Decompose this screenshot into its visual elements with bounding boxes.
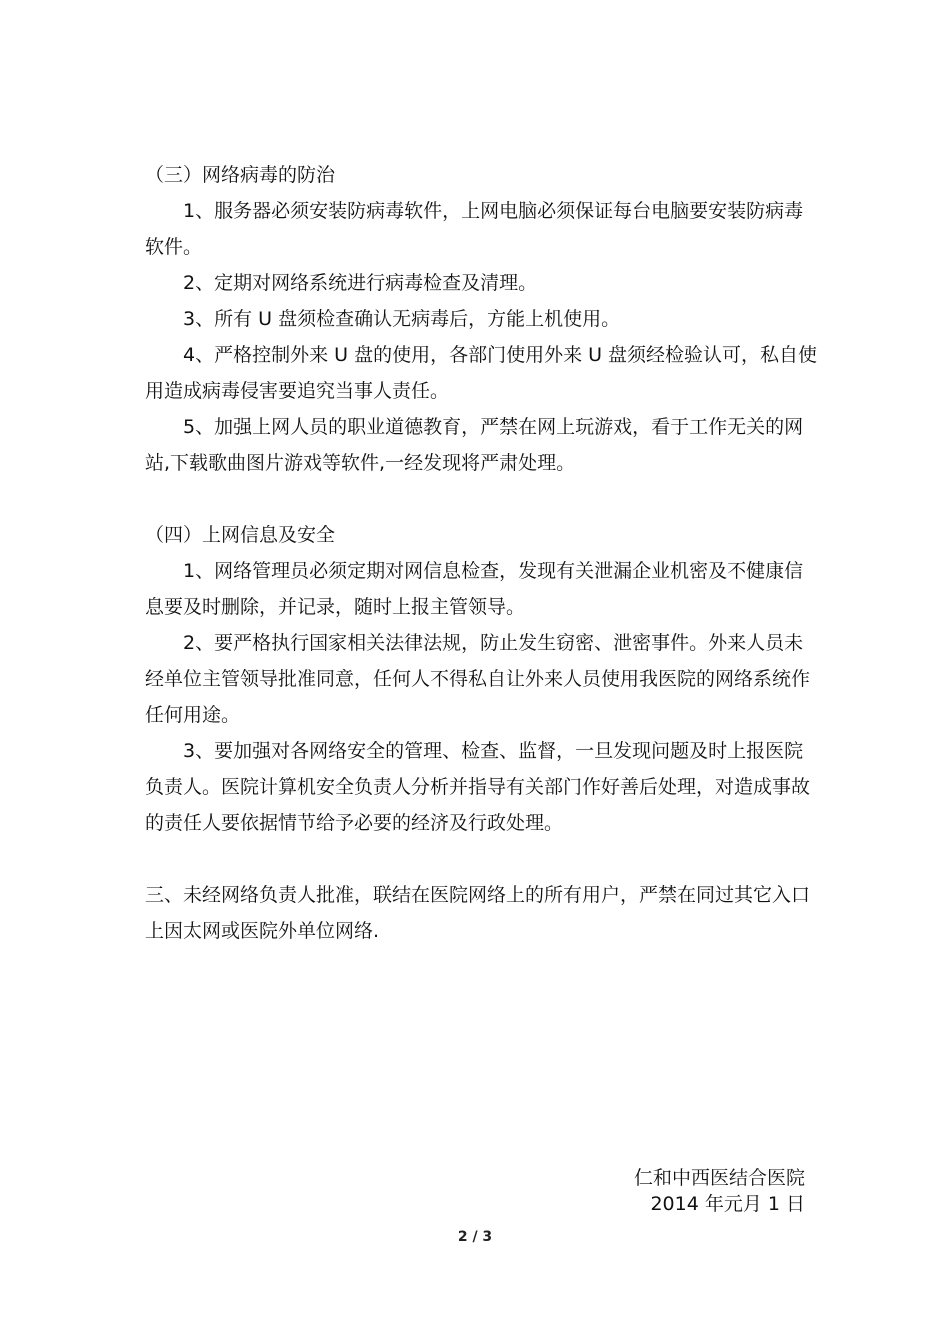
signature-date: 2014 年元月 1 日 [650, 1193, 805, 1215]
list-item: 3、所有 U 盘须检查确认无病毒后，方能上机使用。 [183, 308, 621, 330]
list-item: 1、服务器必须安装防病毒软件，上网电脑必须保证每台电脑要安装防病毒软件。 [145, 200, 804, 258]
list-item: 1、网络管理员必须定期对网信息检查，发现有关泄漏企业机密及不健康信息要及时删除，并记录，随时上报主管领导。 [145, 560, 804, 618]
paragraph-spacer [145, 841, 820, 877]
list-item: 3、要加强对各网络安全的管理、检查、监督，一旦发现问题及时上报医院负责人。医院计算机安全负责人分析并指导有关部门作好善后处理，对造成事故的责任人要依据情节给予必要的经济及行政处理。 [145, 740, 811, 834]
signature-organization: 仁和中西医结合医院 [633, 1167, 805, 1189]
paragraph-spacer [145, 481, 820, 517]
list-item: 4、严格控制外来 U 盘的使用，各部门使用外来 U 盘须经检验认可，私自使用造成病毒侵害要追究当事人责任。 [145, 344, 818, 402]
list-item: 5、加强上网人员的职业道德教育，严禁在网上玩游戏，看于工作无关的网站,下载歌曲图片游戏等软件,一经发现将严肃处理。 [145, 416, 804, 474]
page-number: 2 / 3 [457, 1229, 493, 1245]
section-heading-internet-security: （四）上网信息及安全 [145, 524, 336, 546]
list-item: 2、要严格执行国家相关法律法规，防止发生窃密、泄密事件。外来人员未经单位主管领导批准同意，任何人不得私自让外来人员使用我医院的网络系统作任何用途。 [145, 632, 811, 726]
list-item: 2、定期对网络系统进行病毒检查及清理。 [183, 272, 538, 294]
article-three: 三、未经网络负责人批准，联结在医院网络上的所有用户，严禁在同过其它入口上因太网或医院外单位网络. [145, 884, 811, 942]
section-heading-virus-prevention: （三）网络病毒的防治 [145, 164, 336, 186]
signature-block [634, 1165, 805, 1217]
document-body [145, 157, 820, 949]
